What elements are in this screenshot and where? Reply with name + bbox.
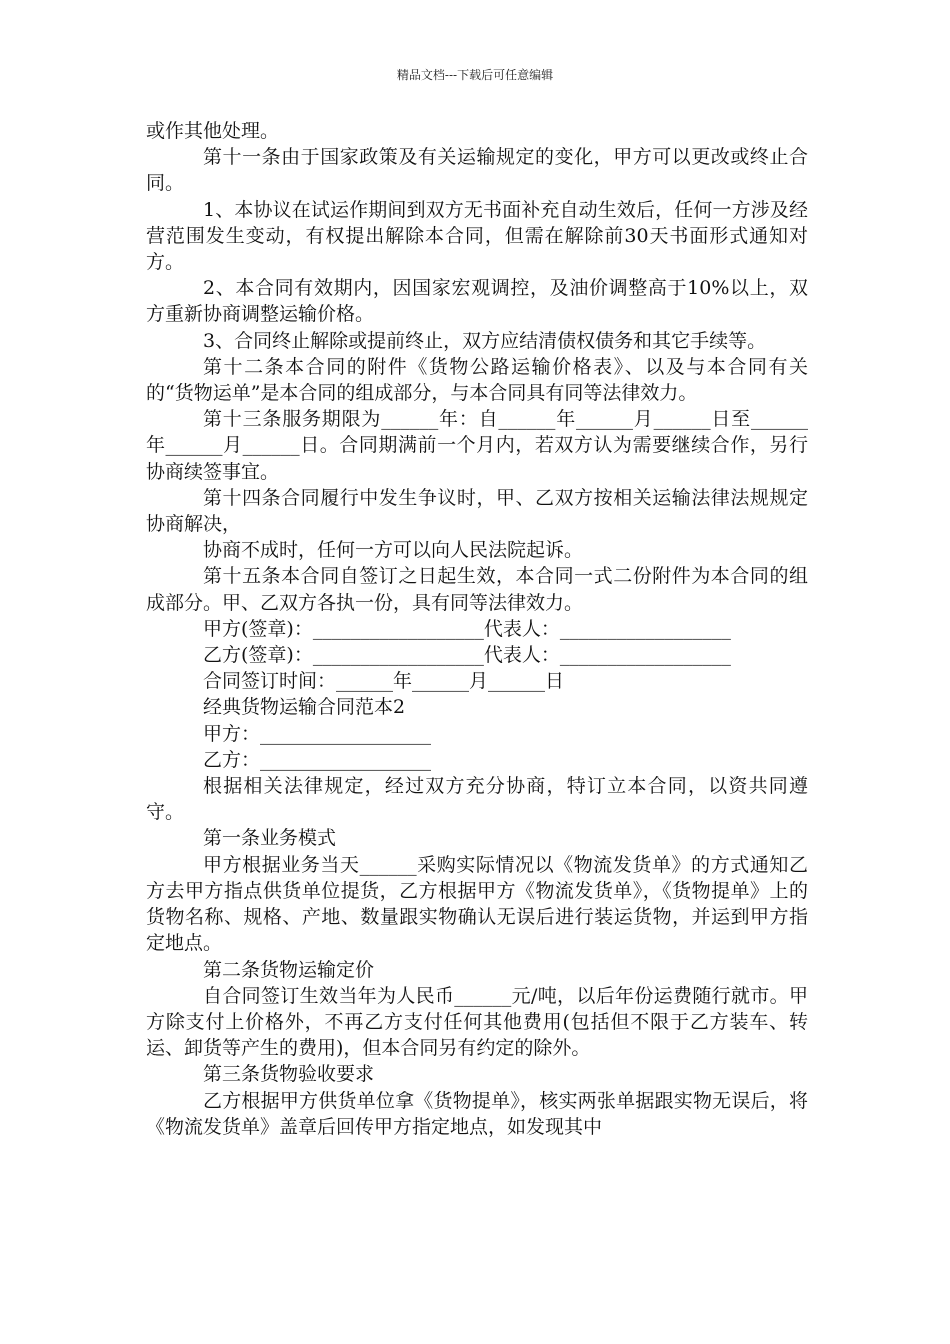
paragraph: 第十二条本合同的附件《货物公路运输价格表》、以及与本合同有关的“货物运单”是本合同的组成部分，与本合同具有同等法律效力。 <box>146 355 808 405</box>
page-header: 精品文档---下载后可任意编辑 <box>396 68 554 82</box>
document-body <box>146 118 808 1140</box>
paragraph: 自合同签订生效当年为人民币______元/吨，以后年份运费随行就市。甲方除支付上价格外，不再乙方支付任何其他费用(包括但不限于乙方装车、转运、卸货等产生的费用)，但本合同另有约定的除外。 <box>146 984 808 1060</box>
paragraph: 第十一条由于国家政策及有关运输规定的变化，甲方可以更改或终止合同。 <box>146 146 808 195</box>
paragraph: 第十三条服务期限为______年：自______年______月______日至______年______月______日。合同期满前一个月内，若双方认为需要继续合作，另行协商续签事宜。 <box>146 408 808 483</box>
paragraph: 乙方根据甲方供货单位拿《货物提单》，核实两张单据跟实物无误后，将《物流发货单》盖章后回传甲方指定地点，如发现其中 <box>146 1089 808 1138</box>
paragraph: 3、合同终止解除或提前终止，双方应结清债权债务和其它手续等。 <box>203 329 767 352</box>
paragraph: 甲方(签章)：__________________代表人：__________________ <box>203 617 731 640</box>
paragraph: 第十四条合同履行中发生争议时，甲、乙双方按相关运输法律法规规定协商解决， <box>146 486 808 536</box>
paragraph: 协商不成时，任何一方可以向人民法院起诉。 <box>203 539 584 562</box>
paragraph: 根据相关法律规定，经过双方充分协商，特订立本合同，以资共同遵守。 <box>146 775 808 824</box>
paragraph: 经典货物运输合同范本2 <box>203 696 406 719</box>
paragraph: 合同签订时间：______年______月______日 <box>203 670 565 693</box>
paragraph: 乙方：__________________ <box>203 748 432 771</box>
paragraph: 甲方根据业务当天______采购实际情况以《物流发货单》的方式通知乙方去甲方指点供货单位提货，乙方根据甲方《物流发货单》，《货物提单》上的货物名称、规格、产地、数量跟实物确认无误后进行装运货物，并运到甲方指定地点。 <box>146 853 808 955</box>
paragraph: 第二条货物运输定价 <box>203 958 375 981</box>
paragraph: 乙方(签章)：__________________代表人：__________________ <box>203 644 731 667</box>
paragraph: 2、本合同有效期内，因国家宏观调控，及油价调整高于10%以上，双方重新协商调整运输价格。 <box>146 277 808 326</box>
paragraph: 或作其他处理。 <box>146 120 280 142</box>
paragraph: 第三条货物验收要求 <box>203 1063 375 1086</box>
paragraph: 1、本协议在试运作期间到双方无书面补充自动生效后，任何一方涉及经营范围发生变动，有权提出解除本合同，但需在解除前30天书面形式通知对方。 <box>146 198 808 274</box>
paragraph: 第十五条本合同自签订之日起生效，本合同一式二份附件为本合同的组成部分。甲、乙双方各执一份，具有同等法律效力。 <box>146 565 808 614</box>
paragraph: 甲方：__________________ <box>203 722 432 745</box>
paragraph: 第一条业务模式 <box>203 827 337 850</box>
